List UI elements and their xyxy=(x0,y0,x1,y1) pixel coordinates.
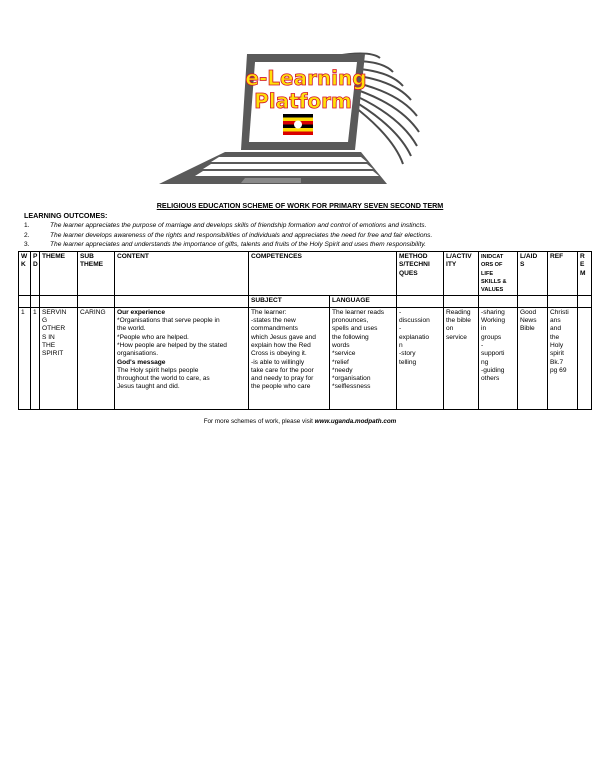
cell-remarks xyxy=(578,307,592,409)
footer-text: For more schemes of work, please visit xyxy=(203,418,315,425)
empty-cell xyxy=(78,296,115,307)
header-indicators: INIDCAT ORS OF LIFE SKILLS & VALUES xyxy=(479,252,518,296)
logo-text-line2: Platform xyxy=(254,89,352,113)
uganda-flag-icon xyxy=(283,114,313,135)
table-subheader-row xyxy=(19,296,592,307)
empty-cell xyxy=(40,296,78,307)
empty-cell xyxy=(479,296,518,307)
e-learning-platform-logo xyxy=(155,38,455,188)
empty-cell xyxy=(518,296,548,307)
header-theme: THEME xyxy=(40,252,78,296)
outcome-number: 1. xyxy=(24,222,30,229)
header-competences: COMPETENCES xyxy=(249,252,397,296)
cell-activity: Reading the bible on service xyxy=(444,307,479,409)
footer-note xyxy=(0,418,600,425)
table-header-row xyxy=(19,252,592,296)
outcome-number: 2. xyxy=(24,232,30,239)
document-title: RELIGIOUS EDUCATION SCHEME OF WORK FOR PRIMARY SEVEN SECOND TERM xyxy=(156,201,444,210)
cell-theme: SERVIN G OTHER S IN THE SPIRIT xyxy=(40,307,78,409)
empty-cell xyxy=(548,296,578,307)
content-heading-experience: Our experience xyxy=(117,308,166,316)
content-heading-message: God's message xyxy=(117,358,166,366)
cell-indicators: -sharing Working in groups - supporti ng -guiding others xyxy=(479,307,518,409)
header-aids: L/AID S xyxy=(518,252,548,296)
cell-subject-competence: The learner: -states the new commandments which Jesus gave and explain how the Red Cross is obeying it. -is able to willingly take care for the poor and needy to pray for the people who care xyxy=(249,307,330,409)
learning-outcomes-heading: LEARNING OUTCOMES: xyxy=(24,211,108,220)
content-text-message: The Holy spirit helps people throughout the world to care, as Jesus taught and did. xyxy=(117,366,210,391)
header-methods: METHOD S/TECHNI QUES xyxy=(397,252,444,296)
header-week: W K xyxy=(19,252,31,296)
table-row xyxy=(19,307,592,409)
cell-period: 1 xyxy=(31,307,40,409)
subheader-language: LANGUAGE xyxy=(330,296,397,307)
cell-aids: Good News Bible xyxy=(518,307,548,409)
footer-link[interactable]: www.uganda.modpath.com xyxy=(314,418,397,425)
empty-cell xyxy=(397,296,444,307)
header-period: P D xyxy=(31,252,40,296)
empty-cell xyxy=(578,296,592,307)
outcome-text: The learner appreciates and understands the importance of gifts, talents and fruits of the Holy Spirit and uses them responsibility. xyxy=(50,241,426,248)
header-activity: L/ACTIV ITY xyxy=(444,252,479,296)
learning-outcome-item xyxy=(24,222,584,229)
header-ref: REF xyxy=(548,252,578,296)
subheader-subject: SUBJECT xyxy=(249,296,330,307)
outcome-text: The learner develops awareness of the rights and responsibilities of individuals and appreciates the need for free and fair elections. xyxy=(50,232,433,239)
cell-sub-theme: CARING xyxy=(78,307,115,409)
learning-outcome-item xyxy=(24,241,584,248)
outcome-text: The learner appreciates the purpose of marriage and develops skills of friendship formation and control of emotions and instincts. xyxy=(50,222,427,229)
logo-text-line1: e-Learning xyxy=(245,66,367,90)
cell-content xyxy=(115,307,249,409)
empty-cell xyxy=(115,296,249,307)
cell-week: 1 xyxy=(19,307,31,409)
cell-language-competence: The learner reads pronounces, spells and uses the following words *service *relief *needy *organisation *selflessness xyxy=(330,307,397,409)
content-text-experience: *Organisations that serve people in the world. *People who are helped. *How people are helped by the stated organisations. xyxy=(117,317,227,358)
header-remarks: R E M xyxy=(578,252,592,296)
header-sub-theme: SUB THEME xyxy=(78,252,115,296)
scheme-of-work-table xyxy=(18,251,592,410)
empty-cell xyxy=(19,296,31,307)
empty-cell xyxy=(444,296,479,307)
outcome-number: 3. xyxy=(24,241,30,248)
header-content: CONTENT xyxy=(115,252,249,296)
learning-outcome-item xyxy=(24,232,584,239)
cell-methods: - discussion - explanatio n -story telling xyxy=(397,307,444,409)
cell-ref: Christi ans and the Holy spirit Bk.7 pg 69 xyxy=(548,307,578,409)
empty-cell xyxy=(31,296,40,307)
